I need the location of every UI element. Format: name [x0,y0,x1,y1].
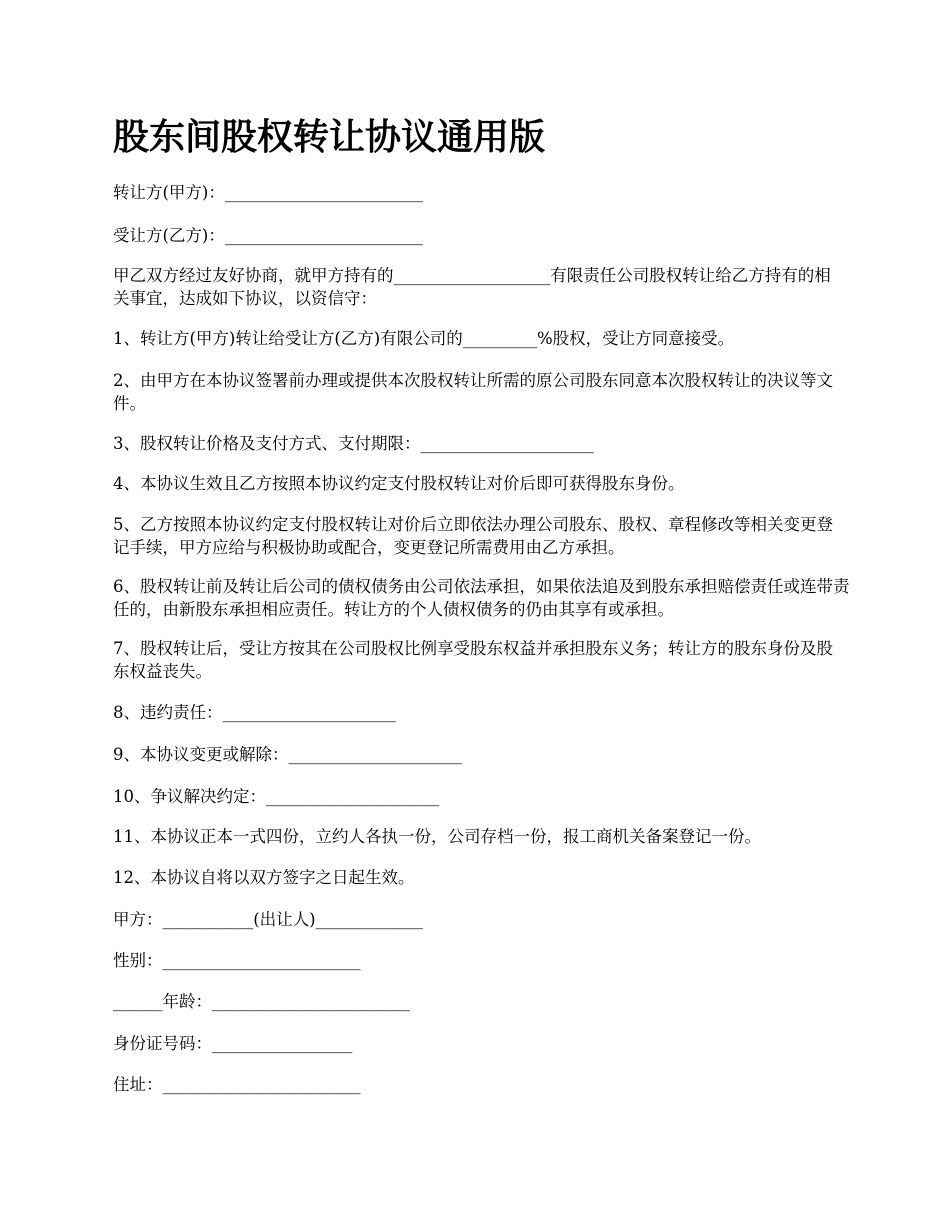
clause-6: 6、股权转让前及转让后公司的债权债务由公司依法承担，如果依法追及到股东承担赔偿责任或连带责任的，由新股东承担相应责任。转让方的个人债权债务的仍由其享有或承担。 [113,577,850,619]
clause-5: 5、乙方按照本协议约定支付股权转让对价后立即依法办理公司股东、股权、章程修改等相关变更登记手续，甲方应给与积极协助或配合，变更登记所需费用由乙方承担。 [113,515,833,557]
document-title: 股东间股权转让协议通用版 [113,116,546,158]
clause-11: 11、本协议正本一式四份，立约人各执一份，公司存档一份，报工商机关备案登记一份。 [113,827,761,846]
signature-address: 住址：________________________ [113,1075,361,1094]
signature-party-a: 甲方：___________(出让人)_____________ [113,910,423,929]
clause-9: 9、本协议变更或解除：_____________________ [113,745,462,764]
signature-id-number: 身份证号码：_________________ [113,1034,353,1053]
clause-12: 12、本协议自将以双方签字之日起生效。 [113,868,415,887]
clause-1: 1、转让方(甲方)转让给受让方(乙方)有限公司的_________%股权，受让方同意接受。 [113,329,735,348]
clause-7: 7、股权转让后，受让方按其在公司股权比例享受股东权益并承担股东义务；转让方的股东身份及股东权益丧失。 [113,639,833,681]
party-a-line: 转让方(甲方)：________________________ [113,183,423,202]
clause-2: 2、由甲方在本协议签署前办理或提供本次股权转让所需的原公司股东同意本次股权转让的决议等文件。 [113,371,833,413]
party-b-line: 受让方(乙方)：________________________ [113,226,423,245]
clause-8: 8、违约责任：_____________________ [113,703,396,722]
clause-4: 4、本协议生效且乙方按照本协议约定支付股权转让对价后即可获得股东身份。 [113,474,685,493]
signature-gender: 性别：________________________ [113,951,361,970]
clause-10: 10、争议解决约定：_____________________ [113,787,440,806]
signature-age: ______年龄：________________________ [113,992,410,1011]
clause-3: 3、股权转让价格及支付方式、支付期限：_____________________ [113,434,594,453]
preamble-paragraph: 甲乙双方经过友好协商，就甲方持有的___________________有限责任公司股权转让给乙方持有的相关事宜，达成如下协议，以资信守： [113,266,831,308]
